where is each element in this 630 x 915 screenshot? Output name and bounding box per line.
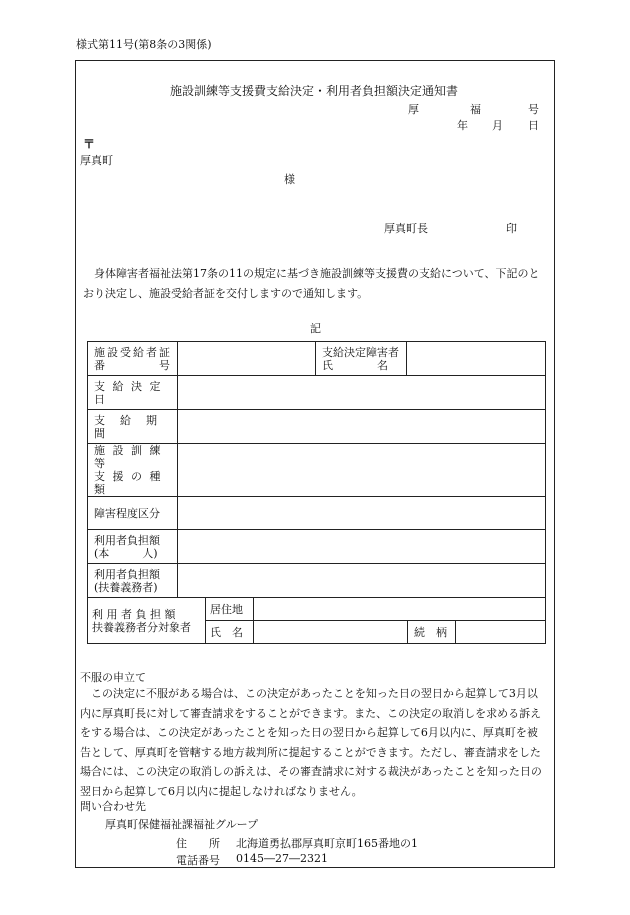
period-field[interactable] (178, 410, 546, 444)
relation-field[interactable] (456, 621, 546, 644)
burden-self-field[interactable] (178, 530, 546, 564)
row-label-disability-level: 障害程度区分 (88, 497, 178, 530)
dependent-table (87, 597, 546, 644)
issuer-name: 厚真町長 (384, 222, 428, 235)
dependent-target-label: 利 用 者 負 担 額 扶養義務者分対象者 (88, 598, 206, 644)
document-title: 施設訓練等支援費支給決定・利用者負担額決定通知書 (170, 84, 459, 98)
date-day: 日 (528, 119, 539, 132)
contact-tel: 0145―27―2321 (236, 852, 328, 865)
support-type-field[interactable] (178, 444, 546, 497)
row-label-support-type: 施 設 訓 練 等 支 援 の 種 類 (88, 444, 178, 497)
row-label-burden-self: 利用者負担額 (本 人) (88, 530, 178, 564)
honorific: 様 (284, 173, 295, 186)
postal-mark: 〒 (83, 137, 96, 151)
row-label-period: 支 給 期 間 (88, 410, 178, 444)
disability-level-field[interactable] (178, 497, 546, 530)
decision-date-field[interactable] (178, 376, 546, 410)
contact-address-label: 住 所 (176, 837, 220, 850)
cert-number-label: 施設受給者証 番 号 (88, 342, 178, 376)
contact-address: 北海道勇払郡厚真町京町165番地の1 (236, 837, 418, 850)
doc-number-suffix: 号 (528, 103, 539, 116)
decision-table (87, 341, 546, 598)
row-label-burden-dependent: 利用者負担額 (扶養義務者) (88, 564, 178, 598)
address-town: 厚真町 (80, 154, 113, 167)
dependent-name-label: 氏 名 (206, 621, 254, 644)
contact-heading: 問い合わせ先 (80, 800, 146, 813)
relation-label: 続 柄 (408, 621, 456, 644)
burden-dependent-field[interactable] (178, 564, 546, 598)
appeal-text: この決定に不服がある場合は、この決定があったことを知った日の翌日から起算して3月以内に厚真町長に対して審査請求をすることができます。また、この決定の取消しを求める訴えをする場合は、この決定があったことを知った日の翌日から起算して6月以内に、厚真町を被告として、厚真町を管轄する地方裁判所に提起することができます。ただし、審査請求をした場合には、この決定の取消しの訴えは、その審査請求に対する裁決があったことを知った日の翌日から起算して6月以内に提起しなければなりません。 (80, 687, 542, 798)
residence-label: 居住地 (206, 598, 254, 621)
date-month: 月 (492, 119, 503, 132)
recipient-name-field[interactable] (407, 342, 546, 376)
contact-department: 厚真町保健福祉課福祉グループ (105, 818, 259, 831)
ki-heading: 記 (310, 322, 321, 335)
doc-number-mid: 福 (470, 103, 481, 116)
row-label-decision-date: 支 給 決 定 日 (88, 376, 178, 410)
dependent-name-field[interactable] (254, 621, 408, 644)
doc-number-prefix: 厚 (408, 103, 419, 116)
seal-mark: 印 (506, 222, 517, 235)
date-year: 年 (457, 119, 468, 132)
appeal-heading: 不服の申立て (80, 671, 146, 684)
form-number: 様式第11号(第8条の3関係) (76, 38, 212, 51)
residence-field[interactable] (254, 598, 546, 621)
cert-number-field[interactable] (178, 342, 316, 376)
recipient-name-label: 支給決定障害者 氏 名 (316, 342, 407, 376)
notice-body: 身体障害者福祉法第17条の11の規定に基づき施設訓練等支援費の支給について、下記のとおり決定し、施設受給者証を交付しますので通知します。 (83, 267, 540, 300)
contact-tel-label: 電話番号 (176, 854, 220, 867)
